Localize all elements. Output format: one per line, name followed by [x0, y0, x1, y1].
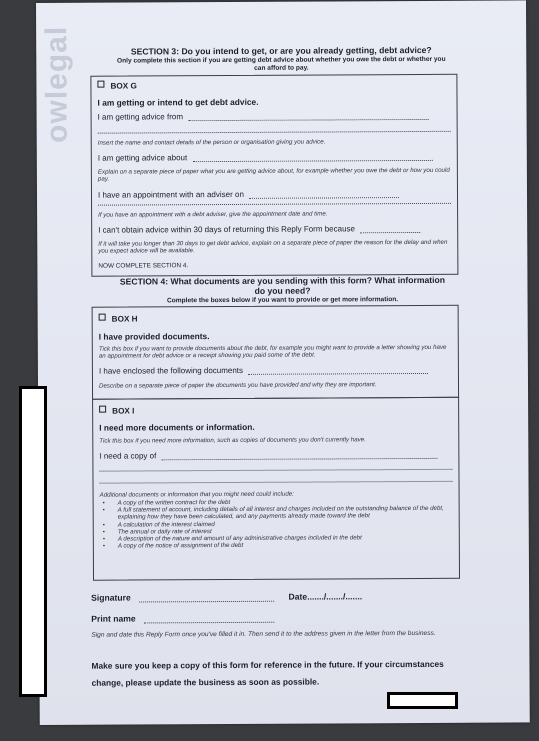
section4-title-line2: do you need? — [254, 285, 311, 296]
advice-from-label: I am getting advice from — [97, 112, 183, 122]
box-i-heading: I need more documents or information. — [99, 421, 255, 433]
need-copy-field-line2[interactable] — [99, 468, 452, 472]
box-g-label: BOX G — [110, 81, 137, 91]
cannot-obtain-field[interactable] — [360, 225, 420, 233]
box-g-checkbox[interactable] — [97, 81, 104, 88]
redaction-box-bottom — [387, 692, 458, 709]
advice-from-field-line2[interactable] — [98, 130, 451, 134]
advice-about-note: Explain on a separate piece of paper what you are getting advice about, for example whether you owe the debt or how you could pay. — [97, 166, 450, 183]
advice-about-label: I am getting advice about — [97, 153, 188, 163]
additional-documents-list — [100, 498, 451, 550]
box-h-heading: I have provided documents. — [98, 331, 210, 342]
section4-title-line1: SECTION 4: What documents are you sending with this form? What information — [119, 274, 446, 287]
box-h-header — [99, 313, 138, 323]
need-copy-field-line3[interactable] — [100, 480, 453, 484]
box-h-checkbox[interactable] — [99, 314, 106, 321]
signature-row — [91, 591, 362, 602]
appointment-field[interactable] — [249, 190, 399, 199]
section3-title: SECTION 3: Do you intend to get, or are you already getting, debt advice? — [130, 44, 432, 57]
print-name-field[interactable] — [144, 615, 274, 624]
box-i — [92, 397, 460, 581]
box-g-heading: I am getting or intend to get debt advice. — [97, 96, 259, 108]
box-i-checkbox[interactable] — [99, 406, 106, 413]
additional-intro: Additional documents or information that you might need could include: — [99, 490, 294, 499]
enclosed-field[interactable] — [248, 366, 428, 375]
need-copy-field[interactable] — [162, 451, 438, 460]
box-g — [90, 74, 458, 277]
describe-note: Describe on a separate piece of paper the documents you have provided and why they are important. — [98, 381, 377, 390]
signature-label: Signature — [91, 592, 131, 603]
advice-about-field[interactable] — [192, 153, 432, 162]
reply-form-page — [36, 0, 530, 725]
cannot-obtain-note: If it will take you longer than 30 days to get debt advice, explain on a separate piece of paper the reason for the delay and when you expect advice will be available. — [98, 238, 448, 255]
box-g-header — [97, 80, 136, 90]
appointment-note: If you have an appointment with a debt adviser, give the appointment date and time. — [98, 210, 328, 219]
list-item: • A full statement of account, including details of all interest and charges included on the outstanding balance of the debt, explaining how they have been calculated, and any payments already made toward the debt — [100, 505, 451, 521]
section4-subtitle: Complete the boxes below if you want to provide or get more information. — [166, 296, 399, 305]
box-i-note: Tick this box if you need more information, such as copies of documents you don't currently have. — [99, 436, 366, 445]
appointment-field-line2[interactable] — [98, 202, 451, 206]
appointment-label: I have an appointment with an adviser on — [97, 189, 244, 200]
enclosed-row — [99, 365, 452, 376]
keep-copy-notice: Make sure you keep a copy of this form for reference in the future. If your circumstances change, please update the business as soon as possible. — [91, 658, 444, 688]
print-name-row — [91, 613, 274, 624]
date-field[interactable]: ......./......./....... — [307, 591, 363, 602]
need-copy-row — [99, 450, 452, 461]
advice-about-row — [98, 152, 451, 163]
list-item: • The annual or daily rate of interest — [100, 527, 451, 536]
list-item: • A copy of the notice of assignment of the debt — [100, 541, 451, 550]
box-h-note: Tick this box if you want to provide documents about the debt, for example you might want to provide a letter showing you have an appointment for debt advice or a receipt showing you paid some of the debt. — [98, 343, 447, 360]
box-i-label: BOX I — [112, 406, 135, 416]
signature-field[interactable] — [139, 594, 274, 603]
list-item: • A copy of the written contract for the debt — [100, 498, 451, 507]
list-item: • A calculation of the interest claimed — [100, 519, 451, 528]
watermark-logo: owlegal — [40, 25, 74, 143]
cannot-obtain-row — [98, 224, 451, 235]
advice-from-note: Insert the name and contact details of the person or organisation giving you advice. — [97, 138, 326, 147]
advice-from-field[interactable] — [188, 112, 428, 121]
redaction-box-left — [19, 386, 47, 697]
list-item: • A description of the nature and amount of any administrative charges included in the debt — [100, 534, 451, 543]
box-h — [92, 305, 459, 400]
need-copy-label: I need a copy of — [99, 451, 157, 461]
appointment-row — [98, 189, 451, 200]
section3-subtitle: Only complete this section if you are getting debt advice about whether you owe the debt or whether you can afford to pay. — [116, 55, 446, 72]
box-i-header — [99, 405, 134, 415]
date-label: Date — [288, 591, 308, 602]
enclosed-label: I have enclosed the following documents — [98, 365, 244, 376]
cannot-obtain-label: I can't obtain advice within 30 days of returning this Reply Form because — [98, 224, 355, 235]
advice-from-row — [98, 111, 451, 122]
sign-note: Sign and date this Reply Form once you've filled it in. Then send it to the address given in the letter from the business. — [91, 629, 436, 639]
now-complete-section4: NOW COMPLETE SECTION 4. — [98, 262, 189, 270]
box-h-label: BOX H — [111, 314, 138, 324]
print-name-label: Print name — [91, 613, 136, 624]
